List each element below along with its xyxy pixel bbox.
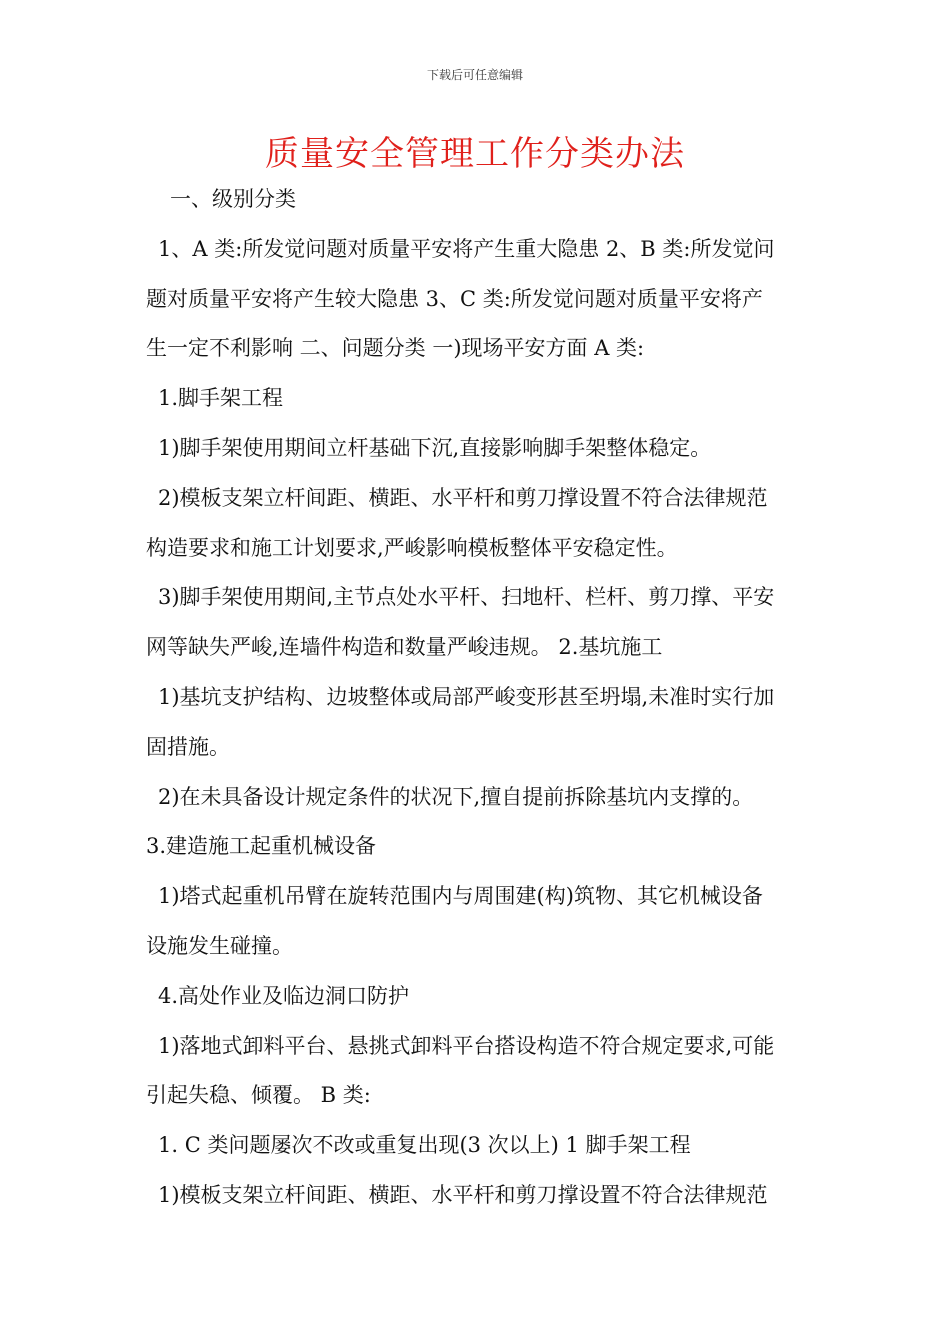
text-line: 网等缺失严峻,连墙件构造和数量严峻违规。 2.基坑施工 (146, 635, 663, 660)
document-body (146, 175, 810, 1221)
text-line: 引起失稳、倾覆。 B 类: (146, 1083, 371, 1108)
document-title: 质量安全管理工作分类办法 (265, 134, 685, 174)
text-line: 1)塔式起重机吊臂在旋转范围内与周围建(构)筑物、其它机械设备 (158, 884, 763, 909)
text-line: 1)脚手架使用期间立杆基础下沉,直接影响脚手架整体稳定。 (158, 435, 712, 460)
text-line: 构造要求和施工计划要求,严峻影响模板整体平安稳定性。 (146, 535, 678, 560)
text-line: 1)基坑支护结构、边坡整体或局部严峻变形甚至坍塌,未准时实行加 (158, 684, 775, 709)
text-line: 3)脚手架使用期间,主节点处水平杆、扫地杆、栏杆、剪刀撑、平安 (158, 585, 775, 610)
text-line: 一、级别分类 (170, 187, 296, 211)
header-note: 下载后可任意编辑 (426, 68, 523, 82)
text-line: 1)模板支架立杆间距、横距、水平杆和剪刀撑设置不符合法律规范 (158, 1182, 768, 1207)
text-line: 1)落地式卸料平台、悬挑式卸料平台搭设构造不符合规定要求,可能 (158, 1033, 775, 1058)
text-line: 1.脚手架工程 (158, 386, 284, 411)
text-line: 2)在未具备设计规定条件的状况下,擅自提前拆除基坑内支撑的。 (158, 784, 754, 809)
text-line: 4.高处作业及临边洞口防护 (158, 983, 410, 1008)
text-line: 2)模板支架立杆间距、横距、水平杆和剪刀撑设置不符合法律规范 (158, 485, 768, 510)
text-line: 固措施。 (146, 734, 230, 759)
text-line: 1. C 类问题屡次不改或重复出现(3 次以上) 1 脚手架工程 (158, 1133, 691, 1158)
text-line: 题对质量平安将产生较大隐患 3、C 类:所发觉问题对质量平安将产 (146, 286, 763, 311)
text-line: 3.建造施工起重机械设备 (146, 834, 377, 859)
text-line: 设施发生碰撞。 (146, 933, 293, 958)
text-line: 1、A 类:所发觉问题对质量平安将产生重大隐患 2、B 类:所发觉问 (158, 236, 775, 261)
text-line: 生一定不利影响 二、问题分类 一)现场平安方面 A 类: (146, 336, 645, 361)
